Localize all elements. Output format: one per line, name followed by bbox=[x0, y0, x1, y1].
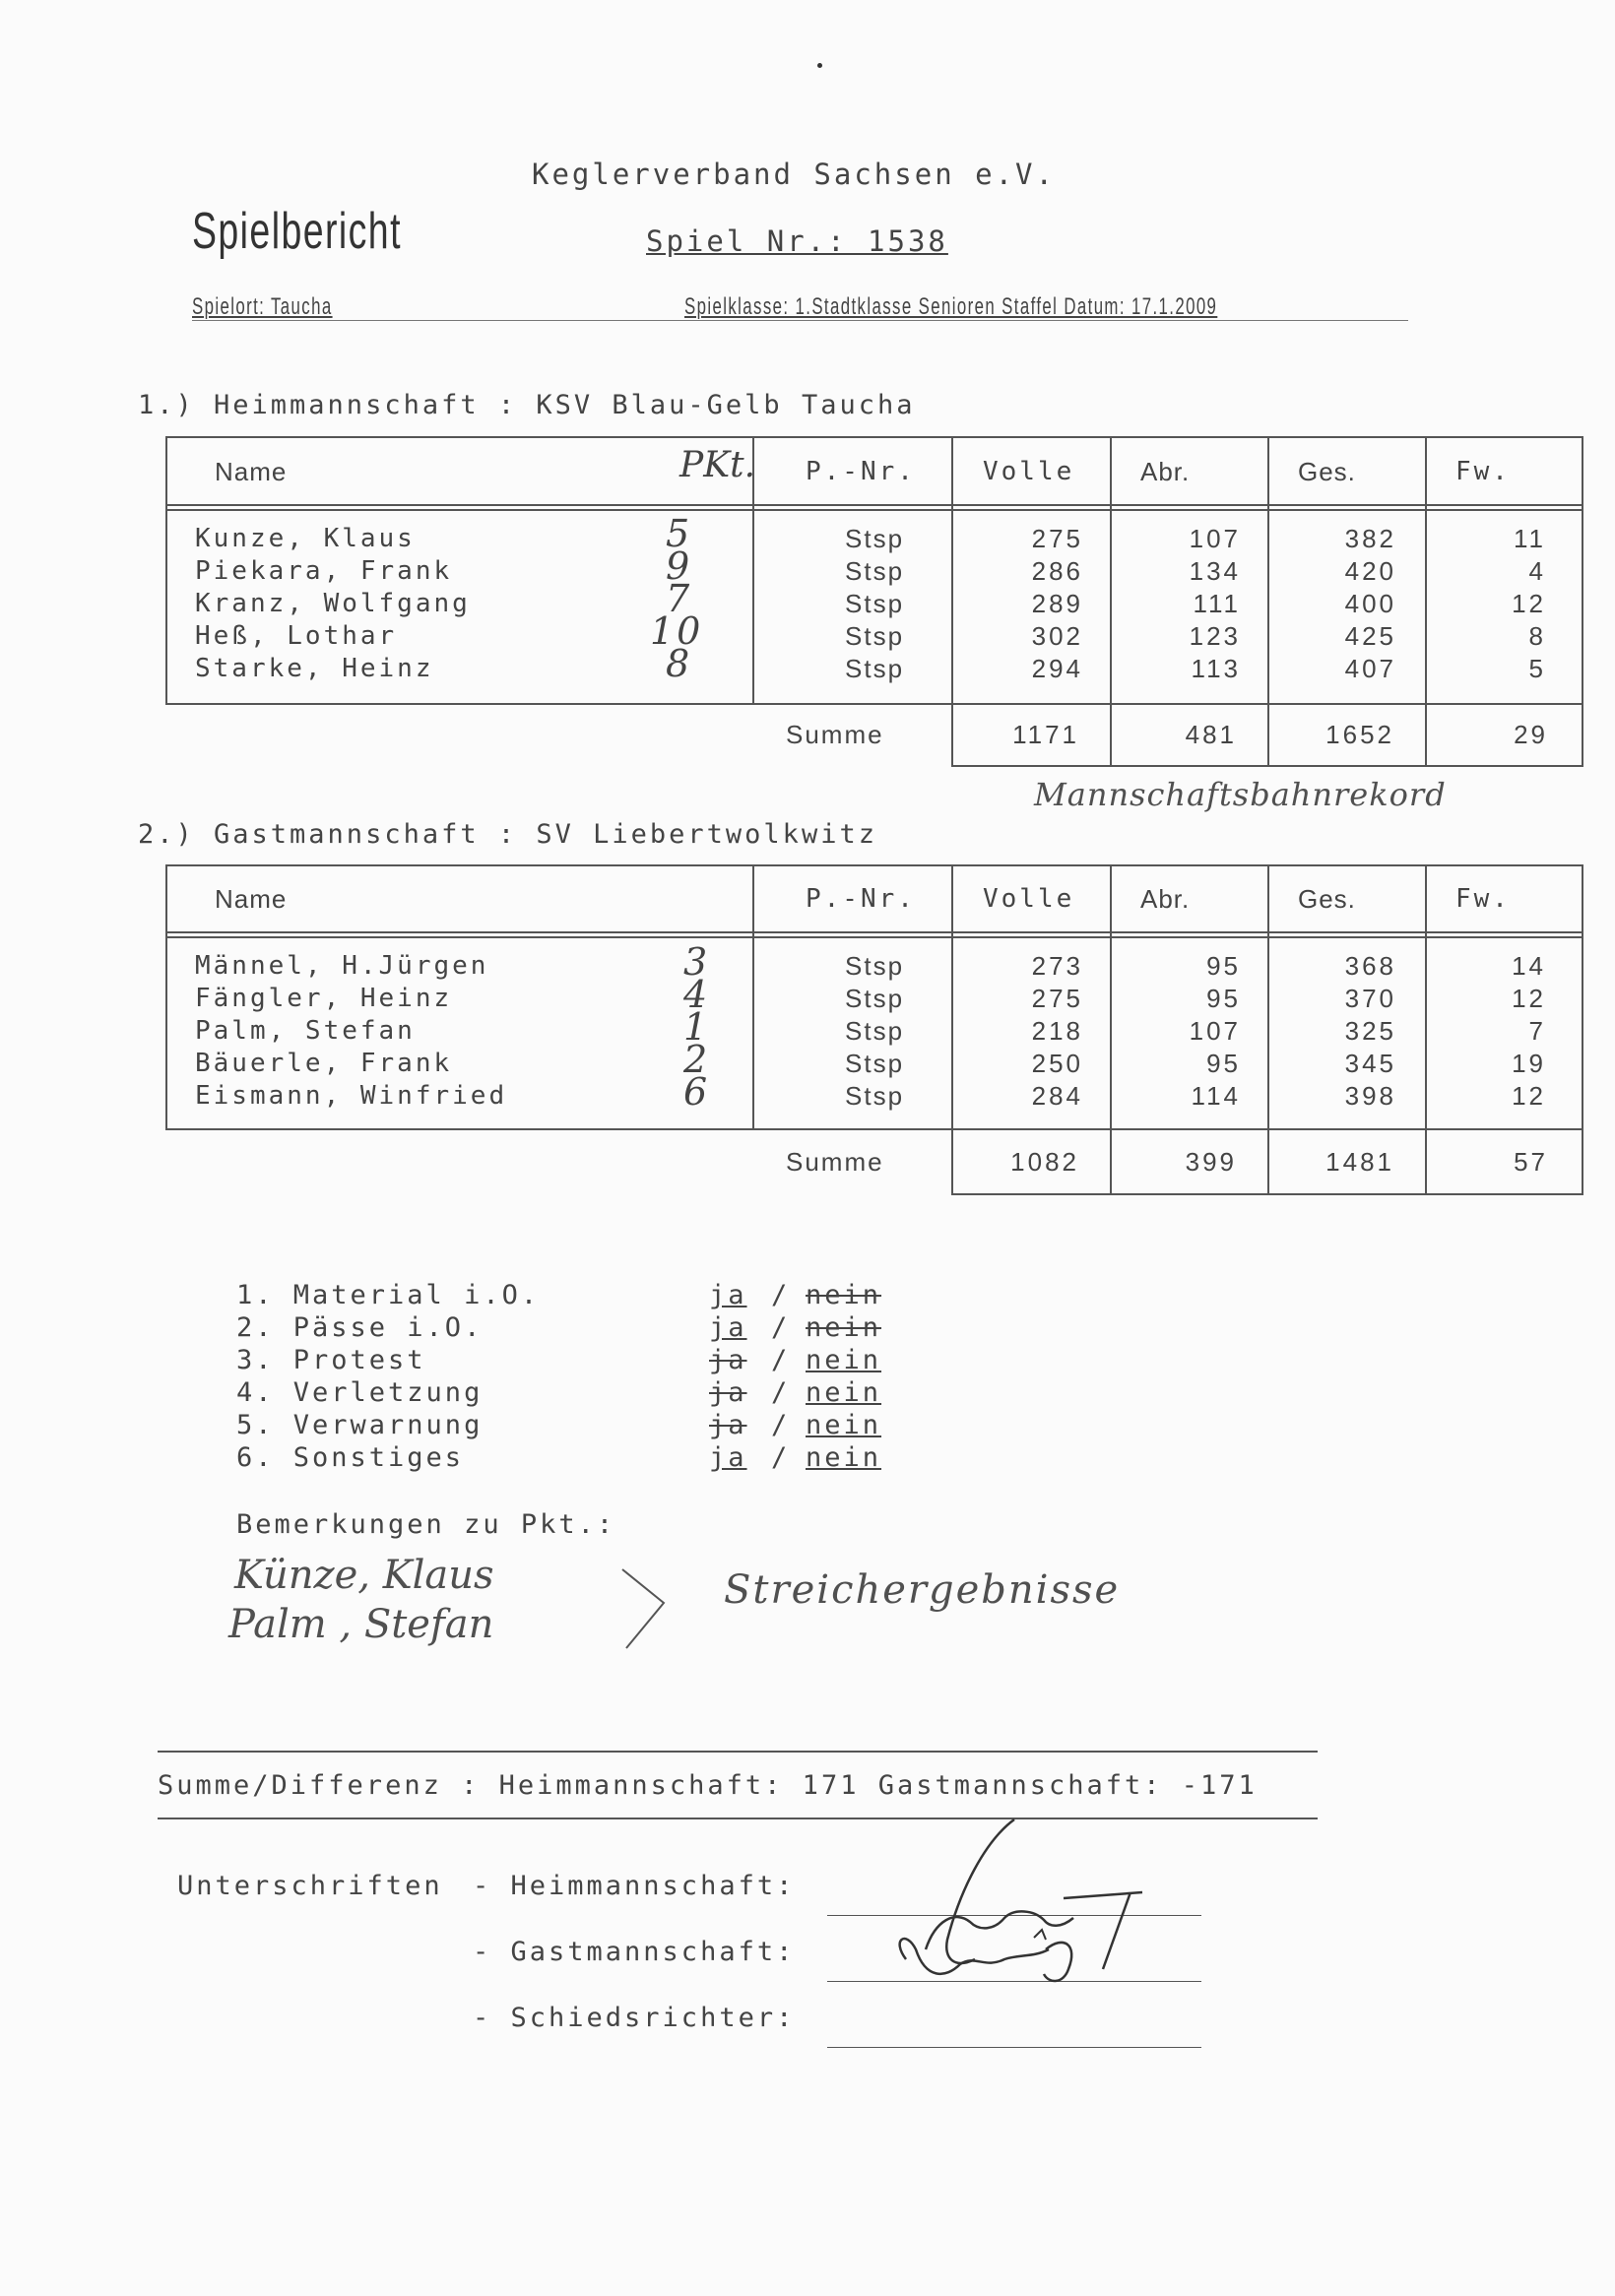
sum-fw: 57 bbox=[1514, 1147, 1548, 1177]
sum-abr: 399 bbox=[1185, 1147, 1237, 1177]
sum-fw: 29 bbox=[1514, 720, 1548, 749]
abr-value: 111 bbox=[1193, 589, 1241, 618]
volle-value: 284 bbox=[1031, 1081, 1083, 1111]
volle-value: 286 bbox=[1031, 556, 1083, 586]
handwritten-points: 4 bbox=[683, 973, 711, 1016]
bracket-mark bbox=[620, 1565, 670, 1654]
check-ja: ja bbox=[709, 1410, 747, 1440]
col-player-number: P.-Nr. bbox=[806, 457, 916, 486]
col-volle: Volle bbox=[983, 457, 1075, 486]
sum-label: Summe bbox=[786, 1147, 884, 1177]
check-label: 4. Verletzung bbox=[236, 1377, 484, 1408]
player-name: Heß, Lothar bbox=[195, 621, 398, 651]
sum-volle: 1171 bbox=[1012, 720, 1079, 749]
check-nein: nein bbox=[806, 1312, 882, 1343]
signature-home-label: - Heimmannschaft: bbox=[473, 1871, 796, 1901]
ges-value: 400 bbox=[1344, 589, 1396, 618]
col-abr: Abr. bbox=[1140, 884, 1191, 914]
signatures-label: Unterschriften bbox=[177, 1871, 443, 1901]
ges-value: 407 bbox=[1344, 654, 1396, 683]
player-number: Stsp bbox=[845, 984, 905, 1013]
sum-volle: 1082 bbox=[1010, 1147, 1079, 1177]
handwritten-points: 9 bbox=[666, 544, 693, 588]
volle-value: 302 bbox=[1031, 621, 1083, 651]
abr-value: 113 bbox=[1191, 654, 1241, 683]
fw-value: 12 bbox=[1512, 984, 1546, 1013]
game-number: Spiel Nr.: 1538 bbox=[646, 224, 948, 258]
signature-line-referee bbox=[827, 2047, 1201, 2048]
volle-value: 275 bbox=[1031, 524, 1083, 553]
fw-value: 12 bbox=[1512, 589, 1546, 618]
ges-value: 398 bbox=[1344, 1081, 1396, 1111]
check-slash: / bbox=[771, 1312, 791, 1343]
check-label: 5. Verwarnung bbox=[236, 1410, 484, 1440]
player-number: Stsp bbox=[845, 556, 905, 586]
player-name: Kunze, Klaus bbox=[195, 524, 416, 553]
speck bbox=[817, 63, 822, 68]
venue: Spielort: Taucha bbox=[192, 293, 333, 320]
handwritten-points: 2 bbox=[683, 1038, 711, 1081]
check-slash: / bbox=[771, 1410, 791, 1440]
col-ges: Ges. bbox=[1298, 884, 1356, 914]
abr-value: 95 bbox=[1206, 1049, 1241, 1078]
check-slash: / bbox=[771, 1345, 791, 1375]
handwritten-points: 1 bbox=[683, 1005, 711, 1049]
ges-value: 420 bbox=[1344, 556, 1396, 586]
check-ja: ja bbox=[709, 1345, 747, 1375]
fw-value: 11 bbox=[1514, 524, 1546, 553]
ges-value: 368 bbox=[1344, 951, 1396, 981]
handwritten-points: 3 bbox=[683, 940, 711, 984]
volle-value: 250 bbox=[1031, 1049, 1083, 1078]
handwritten-points: 5 bbox=[666, 512, 693, 555]
fw-value: 5 bbox=[1528, 654, 1546, 683]
player-name: Fängler, Heinz bbox=[195, 984, 453, 1013]
sum-label: Summe bbox=[786, 720, 884, 749]
check-slash: / bbox=[771, 1442, 791, 1473]
summary-rule-top bbox=[158, 1751, 1318, 1753]
header-rule bbox=[192, 320, 1408, 321]
check-ja: ja bbox=[709, 1442, 747, 1473]
handwritten-points: 10 bbox=[650, 609, 704, 653]
col-fw: Fw. bbox=[1455, 884, 1511, 914]
volle-value: 289 bbox=[1031, 589, 1083, 618]
check-label: 6. Sonstiges bbox=[236, 1442, 465, 1473]
remarks-label: Bemerkungen zu Pkt.: bbox=[236, 1509, 616, 1540]
handwritten-team-record-note: Mannschaftsbahnrekord bbox=[1034, 776, 1447, 813]
handwritten-remark-note: Streichergebnisse bbox=[724, 1567, 1121, 1613]
fw-value: 4 bbox=[1528, 556, 1546, 586]
handwritten-signature bbox=[867, 1812, 1162, 1999]
check-ja: ja bbox=[709, 1377, 747, 1408]
player-number: Stsp bbox=[845, 524, 905, 553]
handwritten-points: 8 bbox=[666, 642, 693, 685]
player-name: Kranz, Wolfgang bbox=[195, 589, 471, 618]
check-label: 2. Pässe i.O. bbox=[236, 1312, 484, 1343]
abr-value: 95 bbox=[1206, 984, 1241, 1013]
class-and-date: Spielklasse: 1.Stadtklasse Senioren Staffel Datum: 17.1.2009 bbox=[684, 293, 1218, 320]
player-number: Stsp bbox=[845, 1049, 905, 1078]
fw-value: 19 bbox=[1512, 1049, 1546, 1078]
signature-guest-label: - Gastmannschaft: bbox=[473, 1937, 796, 1967]
handwritten-remark-1: Künze, Klaus bbox=[234, 1553, 494, 1598]
abr-value: 107 bbox=[1189, 524, 1241, 553]
player-number: Stsp bbox=[845, 589, 905, 618]
col-player-number: P.-Nr. bbox=[806, 884, 916, 914]
check-label: 3. Protest bbox=[236, 1345, 426, 1375]
sum-ges: 1481 bbox=[1325, 1147, 1394, 1177]
home-section-label: 1.) Heimmannschaft : KSV Blau-Gelb Taucha bbox=[138, 390, 916, 420]
fw-value: 8 bbox=[1528, 621, 1546, 651]
sum-abr: 481 bbox=[1185, 720, 1237, 749]
volle-value: 273 bbox=[1031, 951, 1083, 981]
check-ja: ja bbox=[709, 1280, 747, 1310]
check-nein: nein bbox=[806, 1377, 882, 1408]
guest-section-label: 2.) Gastmannschaft : SV Liebertwolkwitz bbox=[138, 819, 877, 850]
fw-value: 7 bbox=[1528, 1016, 1546, 1046]
player-number: Stsp bbox=[845, 654, 905, 683]
check-nein: nein bbox=[806, 1442, 882, 1473]
check-slash: / bbox=[771, 1377, 791, 1408]
player-number: Stsp bbox=[845, 621, 905, 651]
ges-value: 382 bbox=[1344, 524, 1396, 553]
player-name: Palm, Stefan bbox=[195, 1016, 416, 1046]
player-name: Starke, Heinz bbox=[195, 654, 434, 683]
player-name: Eismann, Winfried bbox=[195, 1081, 508, 1111]
sum-ges: 1652 bbox=[1325, 720, 1394, 749]
abr-value: 95 bbox=[1206, 951, 1241, 981]
volle-value: 294 bbox=[1031, 654, 1083, 683]
player-name: Männel, H.Jürgen bbox=[195, 951, 489, 981]
volle-value: 218 bbox=[1031, 1016, 1083, 1046]
abr-value: 107 bbox=[1189, 1016, 1241, 1046]
fw-value: 12 bbox=[1512, 1081, 1546, 1111]
abr-value: 123 bbox=[1189, 621, 1241, 651]
ges-value: 425 bbox=[1344, 621, 1396, 651]
player-name: Bäuerle, Frank bbox=[195, 1049, 453, 1078]
association-name: Keglerverband Sachsen e.V. bbox=[532, 158, 1056, 191]
abr-value: 134 bbox=[1189, 556, 1241, 586]
col-ges: Ges. bbox=[1298, 457, 1356, 486]
player-number: Stsp bbox=[845, 951, 905, 981]
col-points: PKt. bbox=[679, 445, 756, 485]
col-name: Name bbox=[215, 884, 288, 914]
fw-value: 14 bbox=[1512, 951, 1546, 981]
ges-value: 370 bbox=[1344, 984, 1396, 1013]
handwritten-remark-2: Palm , Stefan bbox=[228, 1602, 494, 1647]
col-abr: Abr. bbox=[1140, 457, 1191, 486]
col-fw: Fw. bbox=[1455, 457, 1511, 486]
volle-value: 275 bbox=[1031, 984, 1083, 1013]
ges-value: 345 bbox=[1344, 1049, 1396, 1078]
handwritten-points: 6 bbox=[683, 1070, 711, 1114]
player-number: Stsp bbox=[845, 1016, 905, 1046]
col-name: Name bbox=[215, 457, 288, 486]
check-ja: ja bbox=[709, 1312, 747, 1343]
check-label: 1. Material i.O. bbox=[236, 1280, 541, 1310]
handwritten-points: 7 bbox=[666, 577, 693, 620]
signature-referee-label: - Schiedsrichter: bbox=[473, 2003, 796, 2033]
document-title: Spielbericht bbox=[192, 203, 402, 260]
player-name: Piekara, Frank bbox=[195, 556, 453, 586]
col-volle: Volle bbox=[983, 884, 1075, 914]
abr-value: 114 bbox=[1191, 1081, 1241, 1111]
summary-difference: Summe/Differenz : Heimmannschaft: 171 Gastmannschaft: -171 bbox=[158, 1770, 1258, 1801]
player-number: Stsp bbox=[845, 1081, 905, 1111]
check-slash: / bbox=[771, 1280, 791, 1310]
check-nein: nein bbox=[806, 1280, 882, 1310]
ges-value: 325 bbox=[1344, 1016, 1396, 1046]
check-nein: nein bbox=[806, 1410, 882, 1440]
check-nein: nein bbox=[806, 1345, 882, 1375]
